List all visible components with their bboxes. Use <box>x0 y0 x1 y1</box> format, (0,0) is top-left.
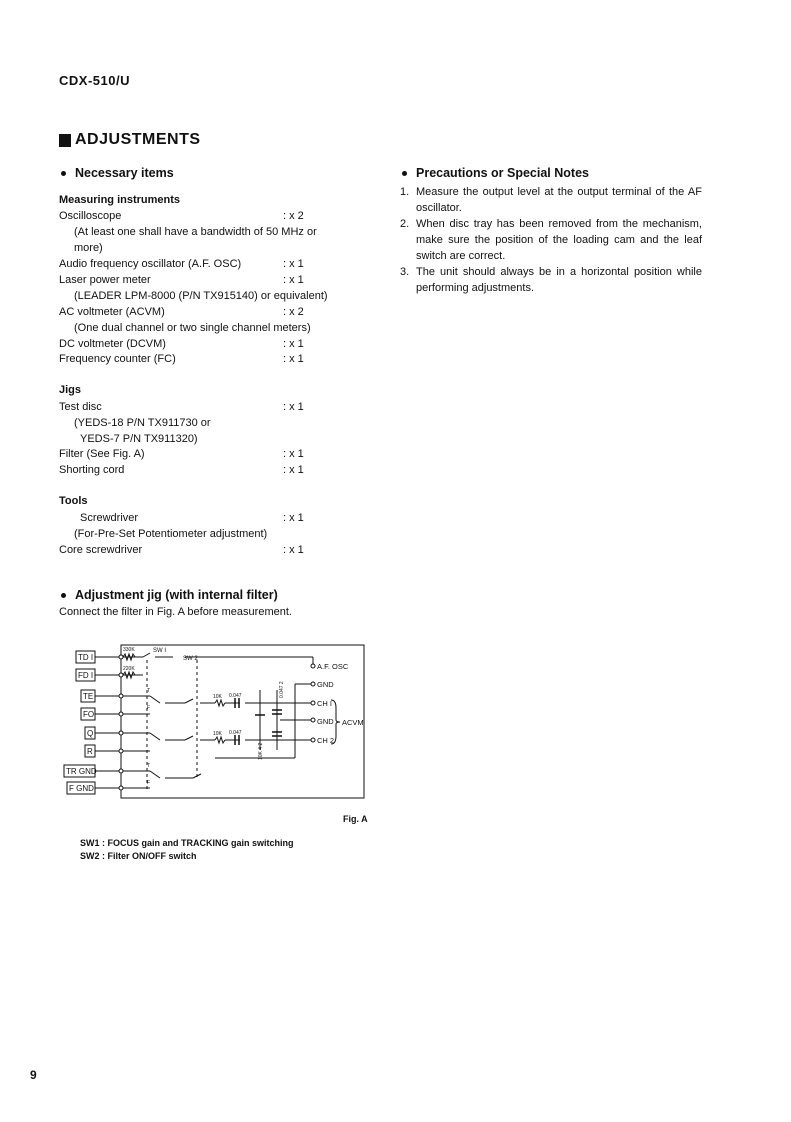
square-bullet-icon <box>59 134 71 147</box>
terminal-label: Q <box>87 729 94 738</box>
item-name: Frequency counter (FC) <box>59 353 176 365</box>
contact-label: T <box>147 688 151 694</box>
item-name: AC voltmeter (ACVM) <box>59 306 165 318</box>
terminal-label: TR GND <box>66 767 97 776</box>
resistor-label: 0.047 2 <box>279 681 285 698</box>
terminal-label: TD I <box>78 653 94 662</box>
item-name: Laser power meter <box>59 274 151 286</box>
precaution-number: 1. <box>400 186 410 198</box>
item-name: Oscilloscope <box>59 210 122 222</box>
capacitor-label: 0.047 <box>229 730 242 736</box>
switch-label-sw1: SW I <box>153 648 166 654</box>
section-title <box>59 131 201 149</box>
item-note: (LEADER LPM-8000 (P/N TX915140) or equivalent) <box>74 290 328 302</box>
resistor-label: 330K <box>123 647 135 653</box>
item-name: Filter (See Fig. A) <box>59 448 145 460</box>
item-note: (For-Pre-Set Potentiometer adjustment) <box>74 528 268 540</box>
item-qty: : x 2 <box>283 306 304 318</box>
item-name: Shorting cord <box>59 464 125 476</box>
page-number: 9 <box>30 1068 37 1082</box>
contact-label: T <box>147 763 151 769</box>
item-name: Core screwdriver <box>59 544 143 556</box>
contact-label: F <box>147 780 151 786</box>
measuring-instruments-heading: Measuring instruments <box>59 194 181 206</box>
item-qty: : x 1 <box>283 448 304 460</box>
item-qty: : x 2 <box>283 210 304 222</box>
terminal-label: FD I <box>78 671 94 680</box>
item-name: DC voltmeter (DCVM) <box>59 338 166 350</box>
item-qty: : x 1 <box>283 512 304 524</box>
terminal-label: FO <box>83 710 95 719</box>
precaution-text: The unit should always be in a horizontal position while performing adjustments. <box>416 266 702 294</box>
precaution-number: 3. <box>400 266 410 278</box>
section-title-text: ADJUSTMENTS <box>75 131 201 148</box>
precaution-item <box>400 264 702 296</box>
terminal-label: A.F. OSC <box>317 662 349 671</box>
item-note: (YEDS-18 P/N TX911730 or <box>74 417 211 429</box>
terminal-label: CH 2 <box>317 736 335 745</box>
item-name: Audio frequency oscillator (A.F. OSC) <box>59 258 242 270</box>
terminal-label: F GND <box>69 784 94 793</box>
precautions-list <box>400 184 702 296</box>
capacitor-label: 0.047 <box>229 693 242 699</box>
resistor-label: 10K <box>213 694 222 700</box>
item-qty: : x 1 <box>283 353 304 365</box>
caption-sw2: SW2 : Filter ON/OFF switch <box>80 851 197 861</box>
resistor-label: 10K 4 2 <box>258 742 264 760</box>
precaution-item <box>400 184 702 216</box>
resistor-label: 10K <box>213 731 222 737</box>
item-qty: : x 1 <box>283 544 304 556</box>
precaution-text: Measure the output level at the output terminal of the AF oscillator. <box>416 186 702 214</box>
bullet-icon <box>61 171 66 176</box>
switch-label-sw2: SW 2 <box>183 656 198 662</box>
model-number: CDX-510/U <box>59 73 130 88</box>
item-qty: : x 1 <box>283 338 304 350</box>
bullet-icon <box>402 171 407 176</box>
bullet-icon <box>61 593 66 598</box>
resistor-label: 220K <box>123 666 135 672</box>
acvm-label: ACVM <box>342 718 364 727</box>
item-qty: : x 1 <box>283 401 304 413</box>
item-qty: : x 1 <box>283 274 304 286</box>
terminal-label: TE <box>83 692 94 701</box>
item-qty: : x 1 <box>283 464 304 476</box>
precaution-number: 2. <box>400 218 410 230</box>
adjustment-jig-heading: Adjustment jig (with internal filter) <box>59 588 278 602</box>
item-name: Screwdriver <box>80 512 139 524</box>
terminal-label: GND <box>317 717 334 726</box>
item-note: (One dual channel or two single channel meters) <box>74 322 311 334</box>
circuit-diagram <box>55 640 375 810</box>
terminal-label: GND <box>317 680 334 689</box>
item-note: (At least one shall have a bandwidth of 50 MHz or <box>74 226 317 238</box>
terminal-label: CH I <box>317 699 332 708</box>
tools-heading: Tools <box>59 495 88 507</box>
item-note: YEDS-7 P/N TX911320) <box>80 433 198 445</box>
contact-label: F <box>147 705 151 711</box>
terminal-label: R <box>87 747 93 756</box>
item-note: more) <box>74 242 103 254</box>
necessary-items-heading: Necessary items <box>59 166 174 180</box>
caption-sw1: SW1 : FOCUS gain and TRACKING gain switching <box>80 838 294 848</box>
figure-label: Fig. A <box>343 814 368 824</box>
adjustment-jig-intro: Connect the filter in Fig. A before measurement. <box>59 606 292 618</box>
precaution-text: When disc tray has been removed from the mechanism, make sure the position of the loading cam and the leaf switch are correct. <box>416 218 702 262</box>
item-name: Test disc <box>59 401 102 413</box>
precautions-heading: Precautions or Special Notes <box>400 166 589 180</box>
jigs-heading: Jigs <box>59 384 82 396</box>
item-qty: : x 1 <box>283 258 304 270</box>
precaution-item <box>400 216 702 264</box>
